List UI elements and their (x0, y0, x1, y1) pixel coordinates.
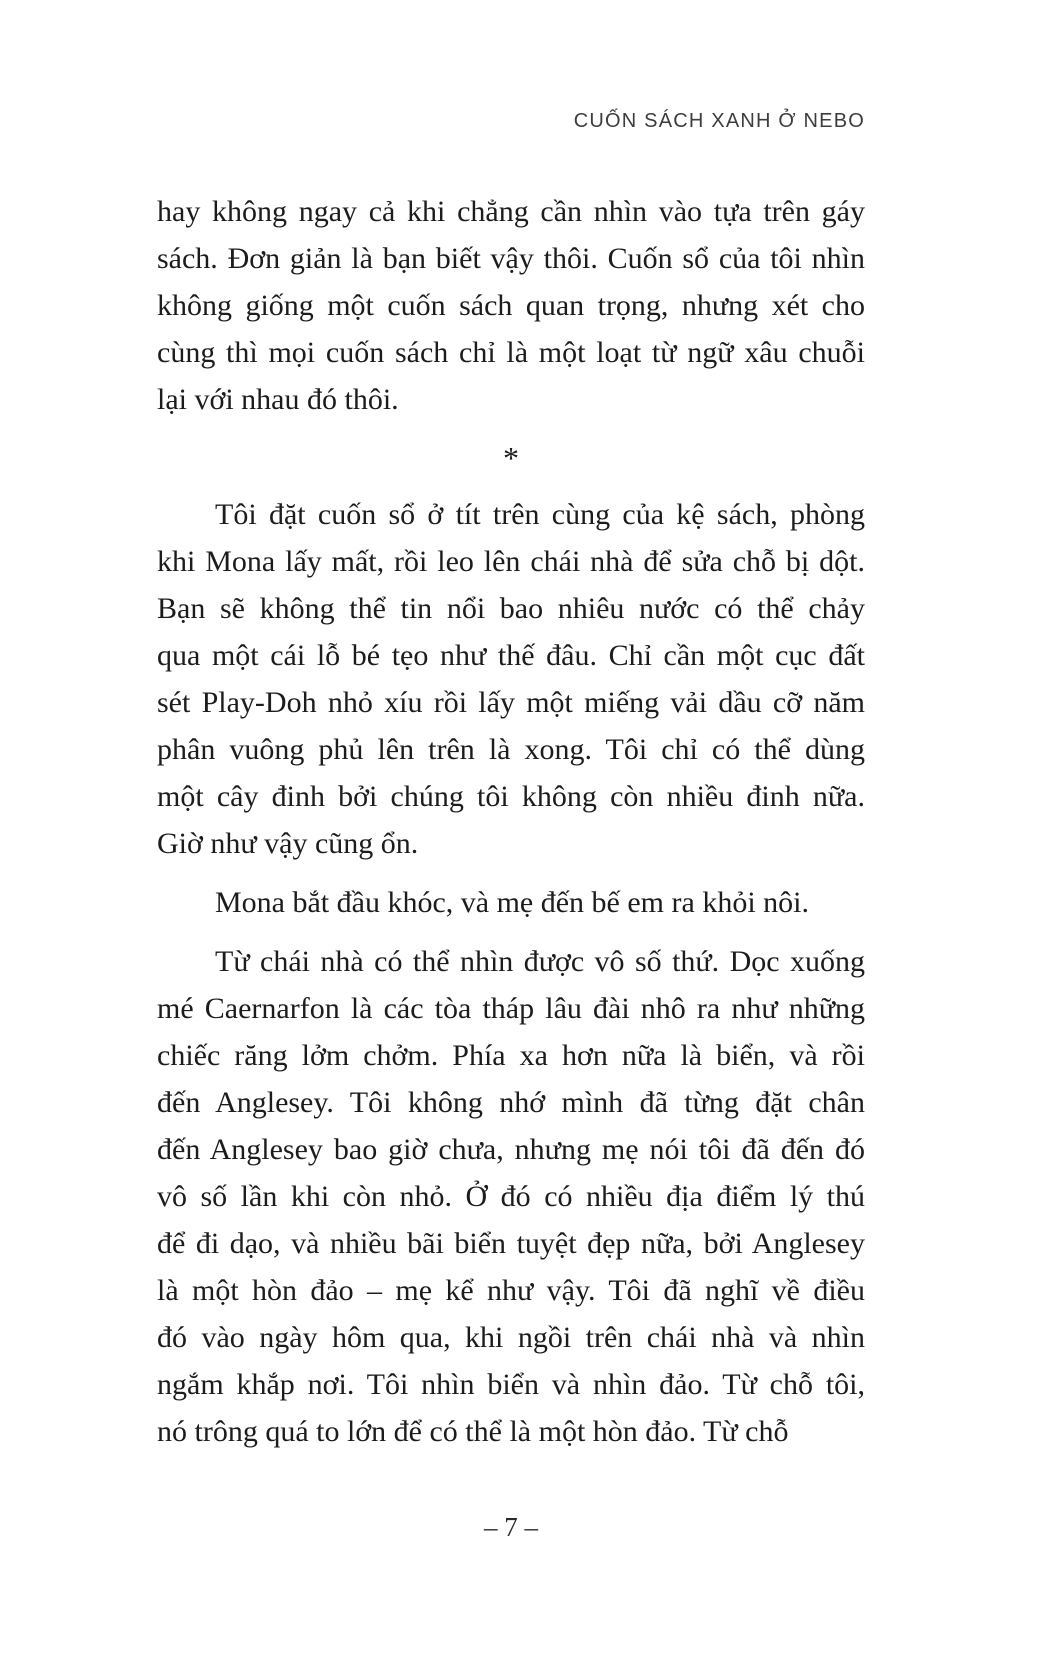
text-line: Tôi đặt cuốn sổ ở tít trên cùng của kệ sách, phòng (215, 498, 865, 531)
text-line: đến Anglesey bao giờ chưa, nhưng mẹ nói tôi đã đến đó (157, 1133, 865, 1166)
text-line: sét Play-Doh nhỏ xíu rồi lấy một miếng vải dầu cỡ năm (157, 686, 865, 719)
running-header: CUỐN SÁCH XANH Ở NEBO (573, 110, 865, 132)
text-line: một cây đinh bởi chúng tôi không còn nhiều đinh nữa. (157, 780, 865, 813)
text-line: để đi dạo, và nhiều bãi biển tuyệt đẹp nữa, bởi Anglesey (157, 1227, 865, 1260)
text-line: là một hòn đảo – mẹ kể như vậy. Tôi đã nghĩ về điều (157, 1274, 865, 1307)
text-line: khi Mona lấy mất, rồi leo lên chái nhà để sửa chỗ bị dột. (157, 545, 865, 578)
text-line: mé Caernarfon là các tòa tháp lâu đài nhô ra như những (157, 992, 865, 1025)
page-number: – 7 – (484, 1512, 538, 1542)
text-line: đó vào ngày hôm qua, khi ngồi trên chái nhà và nhìn (157, 1321, 865, 1354)
text-line: vô số lần khi còn nhỏ. Ở đó có nhiều địa điểm lý thú (157, 1180, 865, 1213)
text-line: cùng thì mọi cuốn sách chỉ là một loạt từ ngữ xâu chuỗi (157, 336, 865, 369)
text-line: chiếc răng lởm chởm. Phía xa hơn nữa là biển, và rồi (157, 1039, 865, 1072)
text-line: phân vuông phủ lên trên là xong. Tôi chỉ có thể dùng (157, 733, 865, 766)
text-line: Giờ như vậy cũng ổn. (157, 827, 419, 860)
text-line: đến Anglesey. Tôi không nhớ mình đã từng đặt chân (157, 1086, 865, 1119)
text-line: không giống một cuốn sách quan trọng, nhưng xét cho (157, 289, 865, 322)
text-line: Từ chái nhà có thể nhìn được vô số thứ. Dọc xuống (215, 945, 865, 978)
text-line: lại với nhau đó thôi. (157, 383, 399, 416)
text-line: Bạn sẽ không thể tin nổi bao nhiêu nước có thể chảy (157, 592, 865, 625)
section-divider-asterisk: * (503, 440, 519, 476)
paragraph (157, 938, 865, 1455)
text-line: sách. Đơn giản là bạn biết vậy thôi. Cuốn sổ của tôi nhìn (157, 242, 865, 275)
text-line: hay không ngay cả khi chẳng cần nhìn vào tựa trên gáy (157, 195, 865, 228)
paragraph (157, 188, 865, 423)
paragraph (157, 879, 865, 926)
text-line: nó trông quá to lớn để có thể là một hòn đảo. Từ chỗ (157, 1415, 789, 1448)
text-line: ngắm khắp nơi. Tôi nhìn biển và nhìn đảo. Từ chỗ tôi, (157, 1368, 865, 1401)
body-text-column (157, 188, 865, 1467)
paragraph (157, 491, 865, 867)
text-line: Mona bắt đầu khóc, và mẹ đến bế em ra khỏi nôi. (215, 886, 809, 919)
text-line: qua một cái lỗ bé tẹo như thế đâu. Chỉ cần một cục đất (157, 639, 865, 672)
